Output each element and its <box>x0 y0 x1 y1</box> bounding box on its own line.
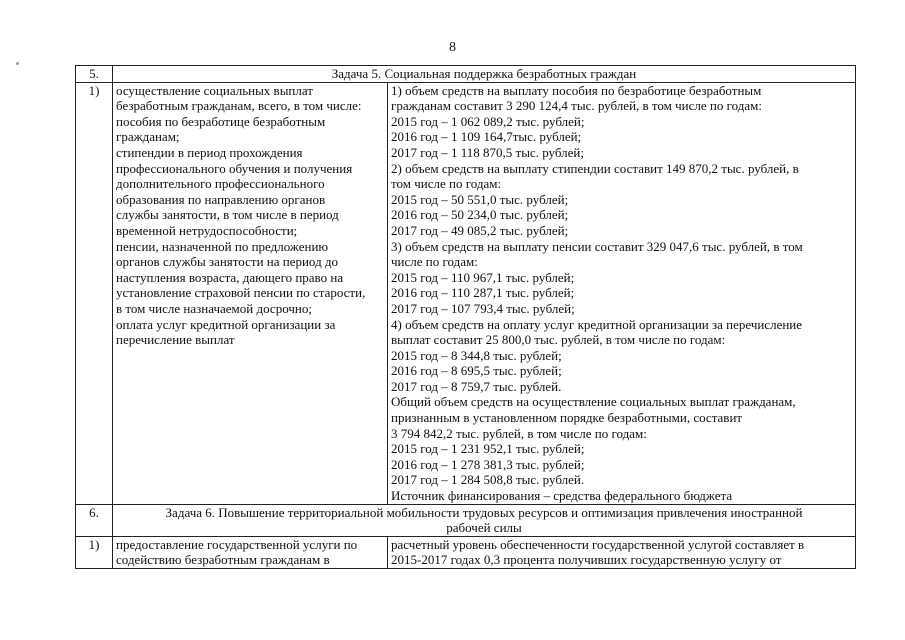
funding-line: 2016 год – 50 234,0 тыс. рублей; <box>391 207 569 223</box>
activity-line: стипендии в период прохождения <box>116 144 303 160</box>
activity-line: пособия по безработице безработным <box>116 113 326 129</box>
funding-line: том числе по годам: <box>391 176 502 192</box>
funding-line: 3) объем средств на выплату пенсии составит 329 047,6 тыс. рублей, в том <box>391 238 803 254</box>
activity-line: перечисление выплат <box>116 332 235 348</box>
funding-line: 2016 год – 8 695,5 тыс. рублей; <box>391 363 562 379</box>
scan-speck <box>16 62 19 65</box>
funding-line: Источник финансирования – средства федерального бюджета <box>391 488 733 504</box>
task6-item1-indicator <box>388 536 856 568</box>
funding-line: 2017 год – 49 085,2 тыс. рублей; <box>391 222 569 238</box>
activity-line: дополнительного профессионального <box>116 176 325 192</box>
activity-line: профессионального обучения и получения <box>116 160 353 176</box>
funding-line: 2015 год – 50 551,0 тыс. рублей; <box>391 191 569 207</box>
program-table <box>75 65 856 569</box>
funding-line: выплат составит 25 800,0 тыс. рублей, в том числе по годам: <box>391 332 726 348</box>
activity-line: в том числе назначаемой досрочно; <box>116 300 312 316</box>
funding-line: 2015 год – 1 062 089,2 тыс. рублей; <box>391 113 585 129</box>
task6-item1-row <box>76 536 856 568</box>
funding-line: 3 794 842,2 тыс. рублей, в том числе по годам: <box>391 425 647 441</box>
task6-title-line: рабочей силы <box>446 520 522 536</box>
task6-item1-number: 1) <box>76 536 113 568</box>
funding-line: 2017 год – 8 759,7 тыс. рублей. <box>391 378 562 394</box>
funding-line: 2015 год – 1 231 952,1 тыс. рублей; <box>391 441 585 457</box>
activity-line: гражданам; <box>116 129 180 145</box>
activity-line: наступления возраста, дающего право на <box>116 269 344 285</box>
task6-title-line: Задача 6. Повышение территориальной мобильности трудовых ресурсов и оптимизация привлечения иностранной <box>165 504 803 520</box>
activity-line: службы занятости, в том числе в период <box>116 207 339 223</box>
task6-number: 6. <box>76 504 113 536</box>
activity-line: временной нетрудоспособности; <box>116 222 298 238</box>
funding-line: признанным в установленном порядке безработными, составит <box>391 410 743 426</box>
funding-line: 2017 год – 1 118 870,5 тыс. рублей; <box>391 144 584 160</box>
activity-line: оплата услуг кредитной организации за <box>116 316 336 332</box>
task5-item1-activity <box>113 82 388 504</box>
funding-line: 2017 год – 1 284 508,8 тыс. рублей. <box>391 472 585 488</box>
activity-line: образования по направлению органов <box>116 191 326 207</box>
task5-item1-number: 1) <box>76 82 113 504</box>
activity-line: предоставление государственной услуги по <box>116 536 358 552</box>
page-number: 8 <box>449 40 456 55</box>
funding-line: Общий объем средств на осуществление социальных выплат гражданам, <box>391 394 796 410</box>
funding-line: 2016 год – 110 287,1 тыс. рублей; <box>391 285 575 301</box>
task5-title: Задача 5. Социальная поддержка безработных граждан <box>113 66 856 83</box>
funding-line: 2015 год – 110 967,1 тыс. рублей; <box>391 269 575 285</box>
indicator-line: 2015-2017 годах 0,3 процента получивших государственную услугу от <box>391 552 782 568</box>
task5-item1-funding <box>388 82 856 504</box>
indicator-line: расчетный уровень обеспеченности государственной услугой составляет в <box>391 536 805 552</box>
activity-line: пенсии, назначенной по предложению <box>116 238 329 254</box>
activity-line: органов службы занятости на период до <box>116 254 339 270</box>
task6-title <box>113 504 856 536</box>
funding-line: 2016 год – 1 278 381,3 тыс. рублей; <box>391 456 585 472</box>
funding-line: 4) объем средств на оплату услуг кредитной организации за перечисление <box>391 316 803 332</box>
funding-line: 2017 год – 107 793,4 тыс. рублей; <box>391 300 575 316</box>
activity-line: безработным гражданам, всего, в том числе: <box>116 98 362 114</box>
task5-header-row <box>76 66 856 83</box>
activity-line: содействию безработным гражданам в <box>116 552 330 568</box>
funding-line: числе по годам: <box>391 254 478 270</box>
activity-line: установление страховой пенсии по старости, <box>116 285 366 301</box>
funding-line: 2) объем средств на выплату стипендии составит 149 870,2 тыс. рублей, в <box>391 160 799 176</box>
task6-item1-activity <box>113 536 388 568</box>
funding-line: 2016 год – 1 109 164,7тыс. рублей; <box>391 129 582 145</box>
task6-header-row <box>76 504 856 536</box>
task5-item1-row <box>76 82 856 504</box>
task5-number: 5. <box>76 66 113 83</box>
funding-line: гражданам составит 3 290 124,4 тыс. рублей, в том числе по годам: <box>391 98 762 114</box>
funding-line: 1) объем средств на выплату пособия по безработице безработным <box>391 82 762 98</box>
activity-line: осуществление социальных выплат <box>116 82 313 98</box>
funding-line: 2015 год – 8 344,8 тыс. рублей; <box>391 347 562 363</box>
